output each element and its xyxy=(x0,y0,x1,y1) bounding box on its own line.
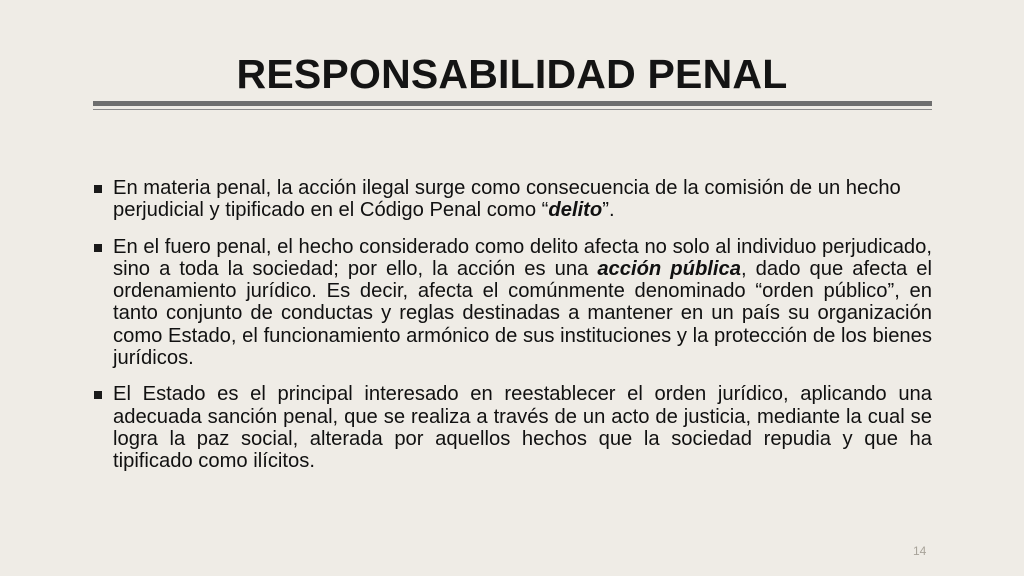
emphasis-delito: delito xyxy=(548,199,603,222)
bullet-text xyxy=(113,236,932,370)
bullet-text-part: , dado que afecta el ordenamiento jurídico. Es decir, afecta el comúnmente denominado “orden público”, en tanto conjunto de conductas y reglas destinadas a mantener en un país su organización como Estado, el funcionamiento armónico de sus instituciones y la protección de los bienes jurídicos. xyxy=(113,257,932,370)
page-number: 14 xyxy=(913,544,927,558)
title-divider-thin xyxy=(93,109,932,110)
bullet-text-part: ”. xyxy=(602,199,615,222)
bullet-item-2 xyxy=(93,236,932,370)
bullet-list xyxy=(93,177,932,487)
square-bullet-icon xyxy=(94,185,102,193)
bullet-item-1 xyxy=(93,177,932,222)
bullet-item-3 xyxy=(93,383,932,472)
emphasis-accion-publica: acción pública xyxy=(597,257,741,280)
square-bullet-icon xyxy=(94,244,102,252)
bullet-text xyxy=(113,177,932,222)
title-divider-thick xyxy=(93,101,932,106)
slide-title: RESPONSABILIDAD PENAL xyxy=(236,51,788,97)
bullet-text-part: En el fuero penal, el hecho considerado como delito afecta no solo al individuo perjudicado, sino a toda la sociedad; por ello, la acción es una xyxy=(113,235,932,280)
bullet-text: El Estado es el principal interesado en reestablecer el orden jurídico, aplicando una adecuada sanción penal, que se realiza a través de un acto de justicia, mediante la cual se logra la paz social, alterada por aquellos hechos que la sociedad repudia y que ha tipificado como ilícitos. xyxy=(113,383,932,473)
square-bullet-icon xyxy=(94,391,102,399)
bullet-text-part: En materia penal, la acción ilegal surge como consecuencia de la comisión de un hecho perjudicial y tipificado en el Código Penal como “ xyxy=(113,177,901,222)
